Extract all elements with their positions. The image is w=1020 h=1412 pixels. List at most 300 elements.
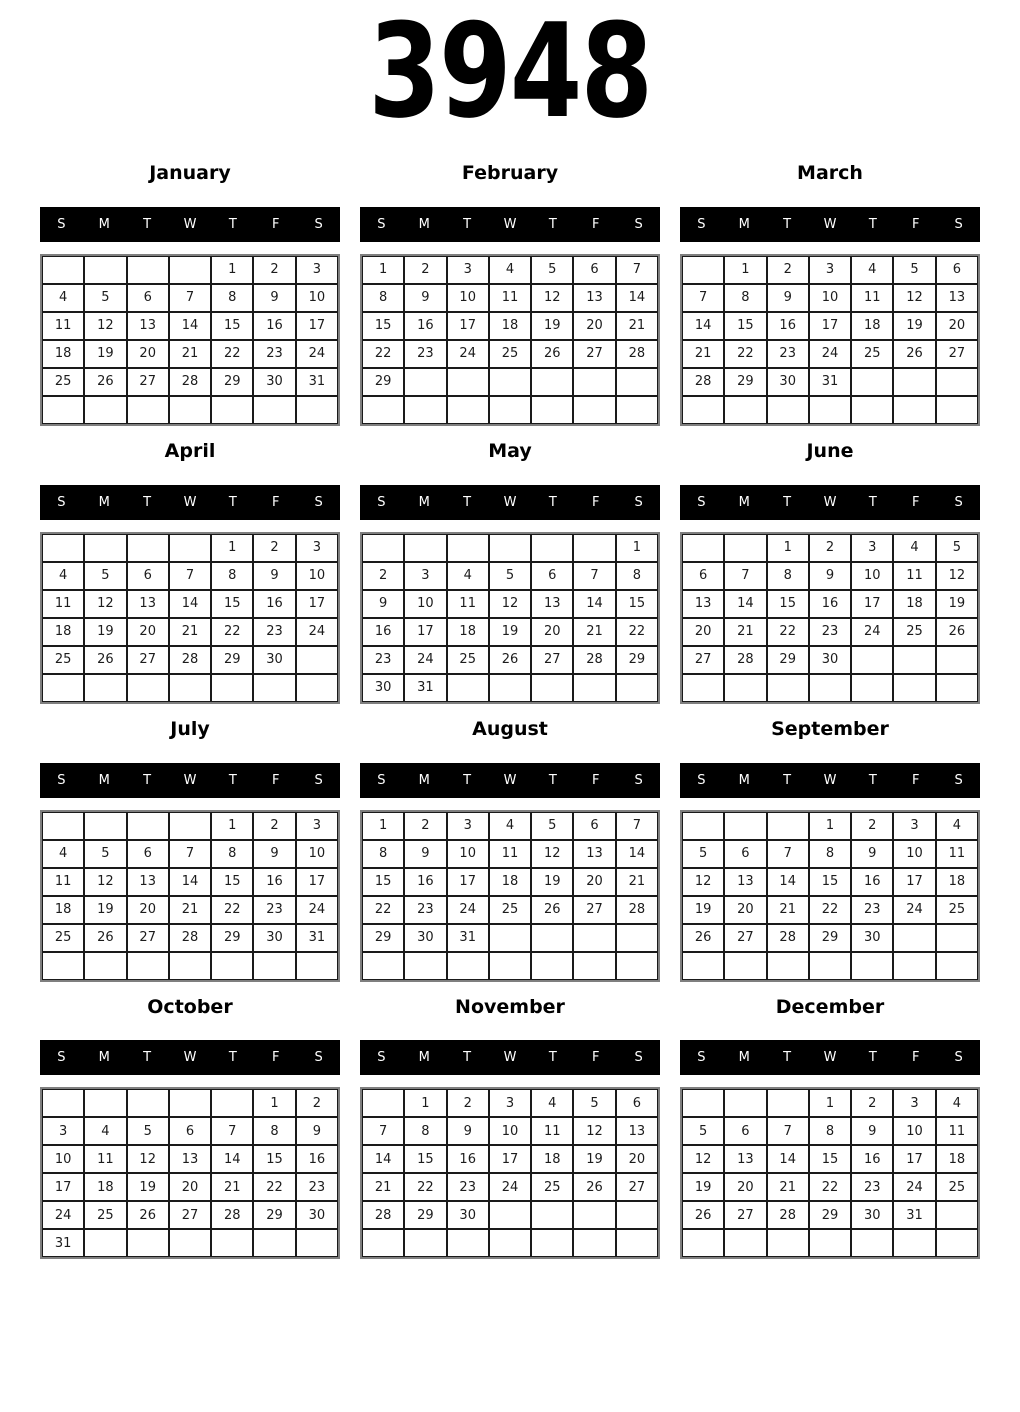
- weekday-header: [360, 1040, 660, 1075]
- day-cell: 28: [362, 1201, 404, 1229]
- weekday-header: [360, 763, 660, 798]
- day-cell: 29: [211, 924, 253, 952]
- day-cell: 6: [724, 840, 766, 868]
- day-cell-empty: [253, 396, 295, 424]
- day-cell: 19: [682, 1173, 724, 1201]
- day-cell: 14: [169, 590, 211, 618]
- day-cell: 4: [489, 256, 531, 284]
- day-cell-empty: [42, 952, 84, 980]
- day-cell: 2: [809, 534, 851, 562]
- day-cell-empty: [936, 952, 978, 980]
- day-cell-empty: [767, 674, 809, 702]
- weekday-label: M: [98, 1050, 110, 1066]
- day-cell: 22: [809, 1173, 851, 1201]
- day-cell: 15: [809, 1145, 851, 1173]
- day-cell: 30: [851, 924, 893, 952]
- day-cell: 2: [253, 534, 295, 562]
- day-cell-empty: [767, 952, 809, 980]
- day-cell: 18: [936, 1145, 978, 1173]
- day-cell: 7: [211, 1117, 253, 1145]
- day-cell: 24: [447, 340, 489, 368]
- day-cell: 4: [936, 1089, 978, 1117]
- day-cell: 9: [851, 840, 893, 868]
- day-cell: 15: [809, 868, 851, 896]
- day-cell-empty: [682, 812, 724, 840]
- day-cell: 22: [253, 1173, 295, 1201]
- day-cell: 10: [447, 840, 489, 868]
- day-cell-empty: [936, 646, 978, 674]
- day-cell: 9: [253, 840, 295, 868]
- day-cell-empty: [893, 924, 935, 952]
- day-cell-empty: [253, 674, 295, 702]
- day-cell-empty: [724, 1089, 766, 1117]
- day-cell: 10: [404, 590, 446, 618]
- day-cell: 28: [169, 368, 211, 396]
- day-cell: 19: [893, 312, 935, 340]
- day-cell-empty: [682, 256, 724, 284]
- day-cell: 10: [296, 284, 338, 312]
- day-cell: 7: [616, 812, 658, 840]
- day-cell-empty: [169, 256, 211, 284]
- day-cell: 27: [127, 646, 169, 674]
- weekday-label: S: [697, 772, 706, 788]
- day-cell-empty: [447, 1229, 489, 1257]
- weekday-label: M: [98, 772, 110, 788]
- day-cell: 8: [211, 840, 253, 868]
- day-cell: 3: [296, 534, 338, 562]
- day-cell: 14: [682, 312, 724, 340]
- day-cell: 8: [362, 284, 404, 312]
- day-cell: 28: [616, 896, 658, 924]
- day-cell: 11: [893, 562, 935, 590]
- day-cell: 12: [84, 312, 126, 340]
- weekday-label: F: [591, 494, 600, 510]
- weekday-label: F: [271, 1050, 280, 1066]
- day-cell: 12: [84, 590, 126, 618]
- weekday-label: S: [697, 494, 706, 510]
- month-name: May: [488, 439, 532, 462]
- weekday-label: F: [271, 772, 280, 788]
- day-cell-empty: [127, 1089, 169, 1117]
- day-cell: 30: [767, 368, 809, 396]
- day-cell-empty: [211, 396, 253, 424]
- day-cell-empty: [851, 1229, 893, 1257]
- day-cell: 7: [616, 256, 658, 284]
- day-cell-empty: [531, 396, 573, 424]
- day-cell: 27: [573, 340, 615, 368]
- weekday-label: T: [463, 1050, 472, 1066]
- day-cell: 25: [447, 646, 489, 674]
- day-cell-empty: [447, 396, 489, 424]
- day-cell: 16: [851, 1145, 893, 1173]
- month-section: [360, 719, 660, 982]
- day-cell-empty: [531, 952, 573, 980]
- month-name: April: [164, 439, 216, 462]
- day-cell: 18: [851, 312, 893, 340]
- weekday-label: F: [911, 216, 920, 232]
- day-cell: 1: [767, 534, 809, 562]
- day-cell: 25: [936, 1173, 978, 1201]
- day-cell: 31: [447, 924, 489, 952]
- month-section: [680, 163, 980, 426]
- day-cell: 17: [42, 1173, 84, 1201]
- day-cell: 9: [809, 562, 851, 590]
- day-cell: 25: [489, 340, 531, 368]
- day-cell: 16: [404, 312, 446, 340]
- day-cell: 17: [296, 590, 338, 618]
- weekday-label: T: [783, 494, 792, 510]
- month-name: November: [455, 995, 565, 1018]
- day-cell: 25: [84, 1201, 126, 1229]
- day-cell-empty: [573, 396, 615, 424]
- day-cell: 22: [211, 340, 253, 368]
- day-cell: 4: [447, 562, 489, 590]
- day-cell: 8: [253, 1117, 295, 1145]
- month-section: [680, 997, 980, 1260]
- weekday-label: W: [183, 772, 197, 788]
- weekday-label: W: [503, 1050, 517, 1066]
- weekday-header: [40, 485, 340, 520]
- day-cell-empty: [809, 952, 851, 980]
- weekday-label: W: [823, 772, 837, 788]
- day-cell: 23: [253, 340, 295, 368]
- day-cell-empty: [127, 812, 169, 840]
- day-cell-empty: [573, 674, 615, 702]
- day-cell: 13: [531, 590, 573, 618]
- day-cell-empty: [809, 396, 851, 424]
- day-cell: 14: [616, 284, 658, 312]
- day-cell: 4: [42, 562, 84, 590]
- day-cell-empty: [809, 1229, 851, 1257]
- day-cell-empty: [616, 368, 658, 396]
- weekday-label: S: [377, 1050, 386, 1066]
- day-cell: 6: [127, 840, 169, 868]
- weekday-label: S: [314, 772, 323, 788]
- day-cell: 16: [253, 312, 295, 340]
- day-cell: 16: [767, 312, 809, 340]
- day-cell: 23: [404, 896, 446, 924]
- day-cell: 27: [936, 340, 978, 368]
- day-cell-empty: [84, 1089, 126, 1117]
- day-cell: 23: [809, 618, 851, 646]
- day-cell: 4: [84, 1117, 126, 1145]
- day-cell-empty: [616, 952, 658, 980]
- day-cell: 8: [404, 1117, 446, 1145]
- day-cell-empty: [447, 674, 489, 702]
- day-cell: 24: [851, 618, 893, 646]
- day-cell: 5: [893, 256, 935, 284]
- day-cell: 21: [616, 868, 658, 896]
- day-cell: 15: [211, 590, 253, 618]
- day-cell: 11: [489, 284, 531, 312]
- day-cell: 15: [211, 868, 253, 896]
- day-cell: 26: [531, 896, 573, 924]
- day-cell: 27: [724, 924, 766, 952]
- day-cell: 6: [169, 1117, 211, 1145]
- day-cell: 26: [84, 646, 126, 674]
- day-cell: 22: [362, 896, 404, 924]
- weekday-label: W: [183, 1050, 197, 1066]
- day-cell: 4: [489, 812, 531, 840]
- day-cell-empty: [936, 368, 978, 396]
- day-cell: 15: [253, 1145, 295, 1173]
- day-cell-empty: [253, 952, 295, 980]
- day-cell: 1: [253, 1089, 295, 1117]
- day-cell: 2: [253, 256, 295, 284]
- day-cell: 13: [127, 590, 169, 618]
- day-cell: 5: [489, 562, 531, 590]
- day-cell-empty: [362, 1229, 404, 1257]
- day-cell: 29: [616, 646, 658, 674]
- day-cell: 18: [84, 1173, 126, 1201]
- day-cell: 15: [767, 590, 809, 618]
- day-cell-empty: [682, 396, 724, 424]
- day-cell-empty: [127, 952, 169, 980]
- month-name: September: [771, 717, 889, 740]
- weekday-label: T: [783, 216, 792, 232]
- day-cell: 14: [362, 1145, 404, 1173]
- day-cell: 20: [127, 896, 169, 924]
- day-cell: 30: [362, 674, 404, 702]
- day-cell-empty: [404, 952, 446, 980]
- day-cell: 12: [893, 284, 935, 312]
- day-cell: 22: [616, 618, 658, 646]
- day-cell: 29: [809, 924, 851, 952]
- day-cell: 8: [211, 562, 253, 590]
- day-cell: 15: [404, 1145, 446, 1173]
- day-cell: 28: [211, 1201, 253, 1229]
- day-cell: 20: [573, 868, 615, 896]
- day-cell: 21: [767, 896, 809, 924]
- day-cell: 5: [936, 534, 978, 562]
- day-cell: 9: [404, 840, 446, 868]
- day-cell-empty: [724, 674, 766, 702]
- day-cell: 30: [253, 368, 295, 396]
- day-cell: 26: [84, 924, 126, 952]
- day-cell: 17: [296, 312, 338, 340]
- weekday-label: S: [954, 772, 963, 788]
- weekday-label: W: [503, 494, 517, 510]
- day-cell: 1: [211, 256, 253, 284]
- day-cell-empty: [809, 674, 851, 702]
- day-cell-empty: [767, 1089, 809, 1117]
- day-cell: 7: [682, 284, 724, 312]
- day-cell-empty: [682, 674, 724, 702]
- day-cell: 5: [84, 284, 126, 312]
- day-cell: 25: [42, 368, 84, 396]
- day-cell: 7: [767, 1117, 809, 1145]
- day-cell: 6: [531, 562, 573, 590]
- day-cell: 7: [767, 840, 809, 868]
- day-cell: 9: [447, 1117, 489, 1145]
- day-cell: 22: [724, 340, 766, 368]
- day-cell: 1: [362, 812, 404, 840]
- day-cell: 20: [127, 340, 169, 368]
- day-cell: 15: [724, 312, 766, 340]
- day-cell: 27: [127, 924, 169, 952]
- day-cell-empty: [936, 674, 978, 702]
- day-cell-empty: [573, 534, 615, 562]
- weekday-label: T: [783, 772, 792, 788]
- weekday-label: M: [738, 1050, 750, 1066]
- weekday-label: T: [143, 494, 152, 510]
- day-cell: 4: [936, 812, 978, 840]
- day-cell: 12: [84, 868, 126, 896]
- day-cell: 26: [573, 1173, 615, 1201]
- day-cell: 29: [362, 924, 404, 952]
- day-cell-empty: [767, 396, 809, 424]
- day-cell: 3: [447, 256, 489, 284]
- day-cell: 18: [489, 312, 531, 340]
- day-cell: 12: [573, 1117, 615, 1145]
- day-cell: 19: [84, 618, 126, 646]
- day-cell: 10: [296, 562, 338, 590]
- day-cell: 28: [169, 646, 211, 674]
- weekday-label: F: [591, 216, 600, 232]
- day-cell: 4: [531, 1089, 573, 1117]
- day-cell: 3: [893, 1089, 935, 1117]
- day-cell: 19: [531, 312, 573, 340]
- day-cell: 4: [42, 840, 84, 868]
- day-cell: 10: [296, 840, 338, 868]
- day-grid: [680, 810, 980, 982]
- day-cell: 21: [616, 312, 658, 340]
- day-cell: 17: [296, 868, 338, 896]
- day-cell: 9: [767, 284, 809, 312]
- weekday-header: [680, 763, 980, 798]
- day-cell: 28: [724, 646, 766, 674]
- day-cell: 11: [489, 840, 531, 868]
- weekday-label: S: [57, 216, 66, 232]
- day-cell: 14: [767, 868, 809, 896]
- day-cell: 25: [42, 646, 84, 674]
- day-cell-empty: [616, 1229, 658, 1257]
- day-cell: 6: [724, 1117, 766, 1145]
- day-cell: 21: [767, 1173, 809, 1201]
- day-cell-empty: [573, 924, 615, 952]
- year-text: 3948: [368, 0, 652, 147]
- day-cell: 5: [682, 1117, 724, 1145]
- day-cell: 30: [447, 1201, 489, 1229]
- day-cell-empty: [489, 534, 531, 562]
- weekday-label: S: [377, 772, 386, 788]
- day-cell-empty: [682, 534, 724, 562]
- day-cell-empty: [767, 812, 809, 840]
- day-cell: 16: [404, 868, 446, 896]
- day-cell: 24: [296, 340, 338, 368]
- weekday-label: T: [868, 216, 877, 232]
- day-cell: 17: [489, 1145, 531, 1173]
- day-cell: 24: [296, 618, 338, 646]
- day-cell-empty: [724, 1229, 766, 1257]
- day-cell: 2: [253, 812, 295, 840]
- day-cell: 5: [573, 1089, 615, 1117]
- month-name: October: [147, 995, 233, 1018]
- day-cell: 18: [42, 896, 84, 924]
- weekday-header: [40, 1040, 340, 1075]
- weekday-label: S: [634, 772, 643, 788]
- day-cell: 17: [851, 590, 893, 618]
- day-cell: 23: [253, 896, 295, 924]
- weekday-label: F: [271, 216, 280, 232]
- weekday-label: T: [463, 772, 472, 788]
- day-cell: 6: [573, 256, 615, 284]
- day-cell: 2: [851, 812, 893, 840]
- day-cell: 18: [447, 618, 489, 646]
- day-grid: [360, 810, 660, 982]
- weekday-label: W: [823, 1050, 837, 1066]
- day-cell-empty: [573, 368, 615, 396]
- day-cell: 16: [809, 590, 851, 618]
- weekday-label: F: [591, 1050, 600, 1066]
- day-cell: 6: [573, 812, 615, 840]
- day-cell: 11: [42, 312, 84, 340]
- day-cell: 21: [169, 340, 211, 368]
- day-cell: 18: [42, 618, 84, 646]
- day-cell-empty: [573, 1229, 615, 1257]
- day-cell-empty: [531, 924, 573, 952]
- day-cell: 8: [724, 284, 766, 312]
- weekday-label: M: [418, 772, 430, 788]
- day-cell-empty: [724, 812, 766, 840]
- day-cell: 21: [724, 618, 766, 646]
- day-cell-empty: [893, 952, 935, 980]
- weekday-label: S: [377, 216, 386, 232]
- weekday-label: T: [228, 772, 237, 788]
- day-cell: 26: [936, 618, 978, 646]
- day-cell: 9: [851, 1117, 893, 1145]
- weekday-label: T: [143, 772, 152, 788]
- day-cell-empty: [489, 1229, 531, 1257]
- day-cell-empty: [489, 952, 531, 980]
- day-cell: 10: [42, 1145, 84, 1173]
- day-cell: 17: [809, 312, 851, 340]
- day-cell-empty: [362, 534, 404, 562]
- day-cell: 8: [211, 284, 253, 312]
- weekday-header: [40, 763, 340, 798]
- day-cell: 14: [573, 590, 615, 618]
- month-section: [40, 441, 340, 704]
- weekday-label: S: [377, 494, 386, 510]
- weekday-label: T: [783, 1050, 792, 1066]
- day-cell: 12: [682, 1145, 724, 1173]
- day-cell: 30: [253, 646, 295, 674]
- month-section: [360, 163, 660, 426]
- day-cell-empty: [169, 674, 211, 702]
- weekday-label: T: [143, 216, 152, 232]
- day-cell-empty: [127, 534, 169, 562]
- day-cell: 28: [767, 924, 809, 952]
- day-cell: 13: [616, 1117, 658, 1145]
- weekday-label: T: [463, 216, 472, 232]
- day-cell: 3: [296, 812, 338, 840]
- day-cell: 18: [893, 590, 935, 618]
- weekday-label: T: [548, 1050, 557, 1066]
- day-cell: 9: [253, 562, 295, 590]
- day-cell: 23: [296, 1173, 338, 1201]
- day-cell: 31: [809, 368, 851, 396]
- month-name: July: [170, 717, 210, 740]
- day-cell: 16: [253, 868, 295, 896]
- weekday-label: F: [911, 1050, 920, 1066]
- day-cell: 24: [893, 896, 935, 924]
- day-cell: 29: [404, 1201, 446, 1229]
- day-cell: 24: [296, 896, 338, 924]
- day-cell: 23: [362, 646, 404, 674]
- month-section: [360, 441, 660, 704]
- day-cell-empty: [211, 674, 253, 702]
- day-cell-empty: [296, 674, 338, 702]
